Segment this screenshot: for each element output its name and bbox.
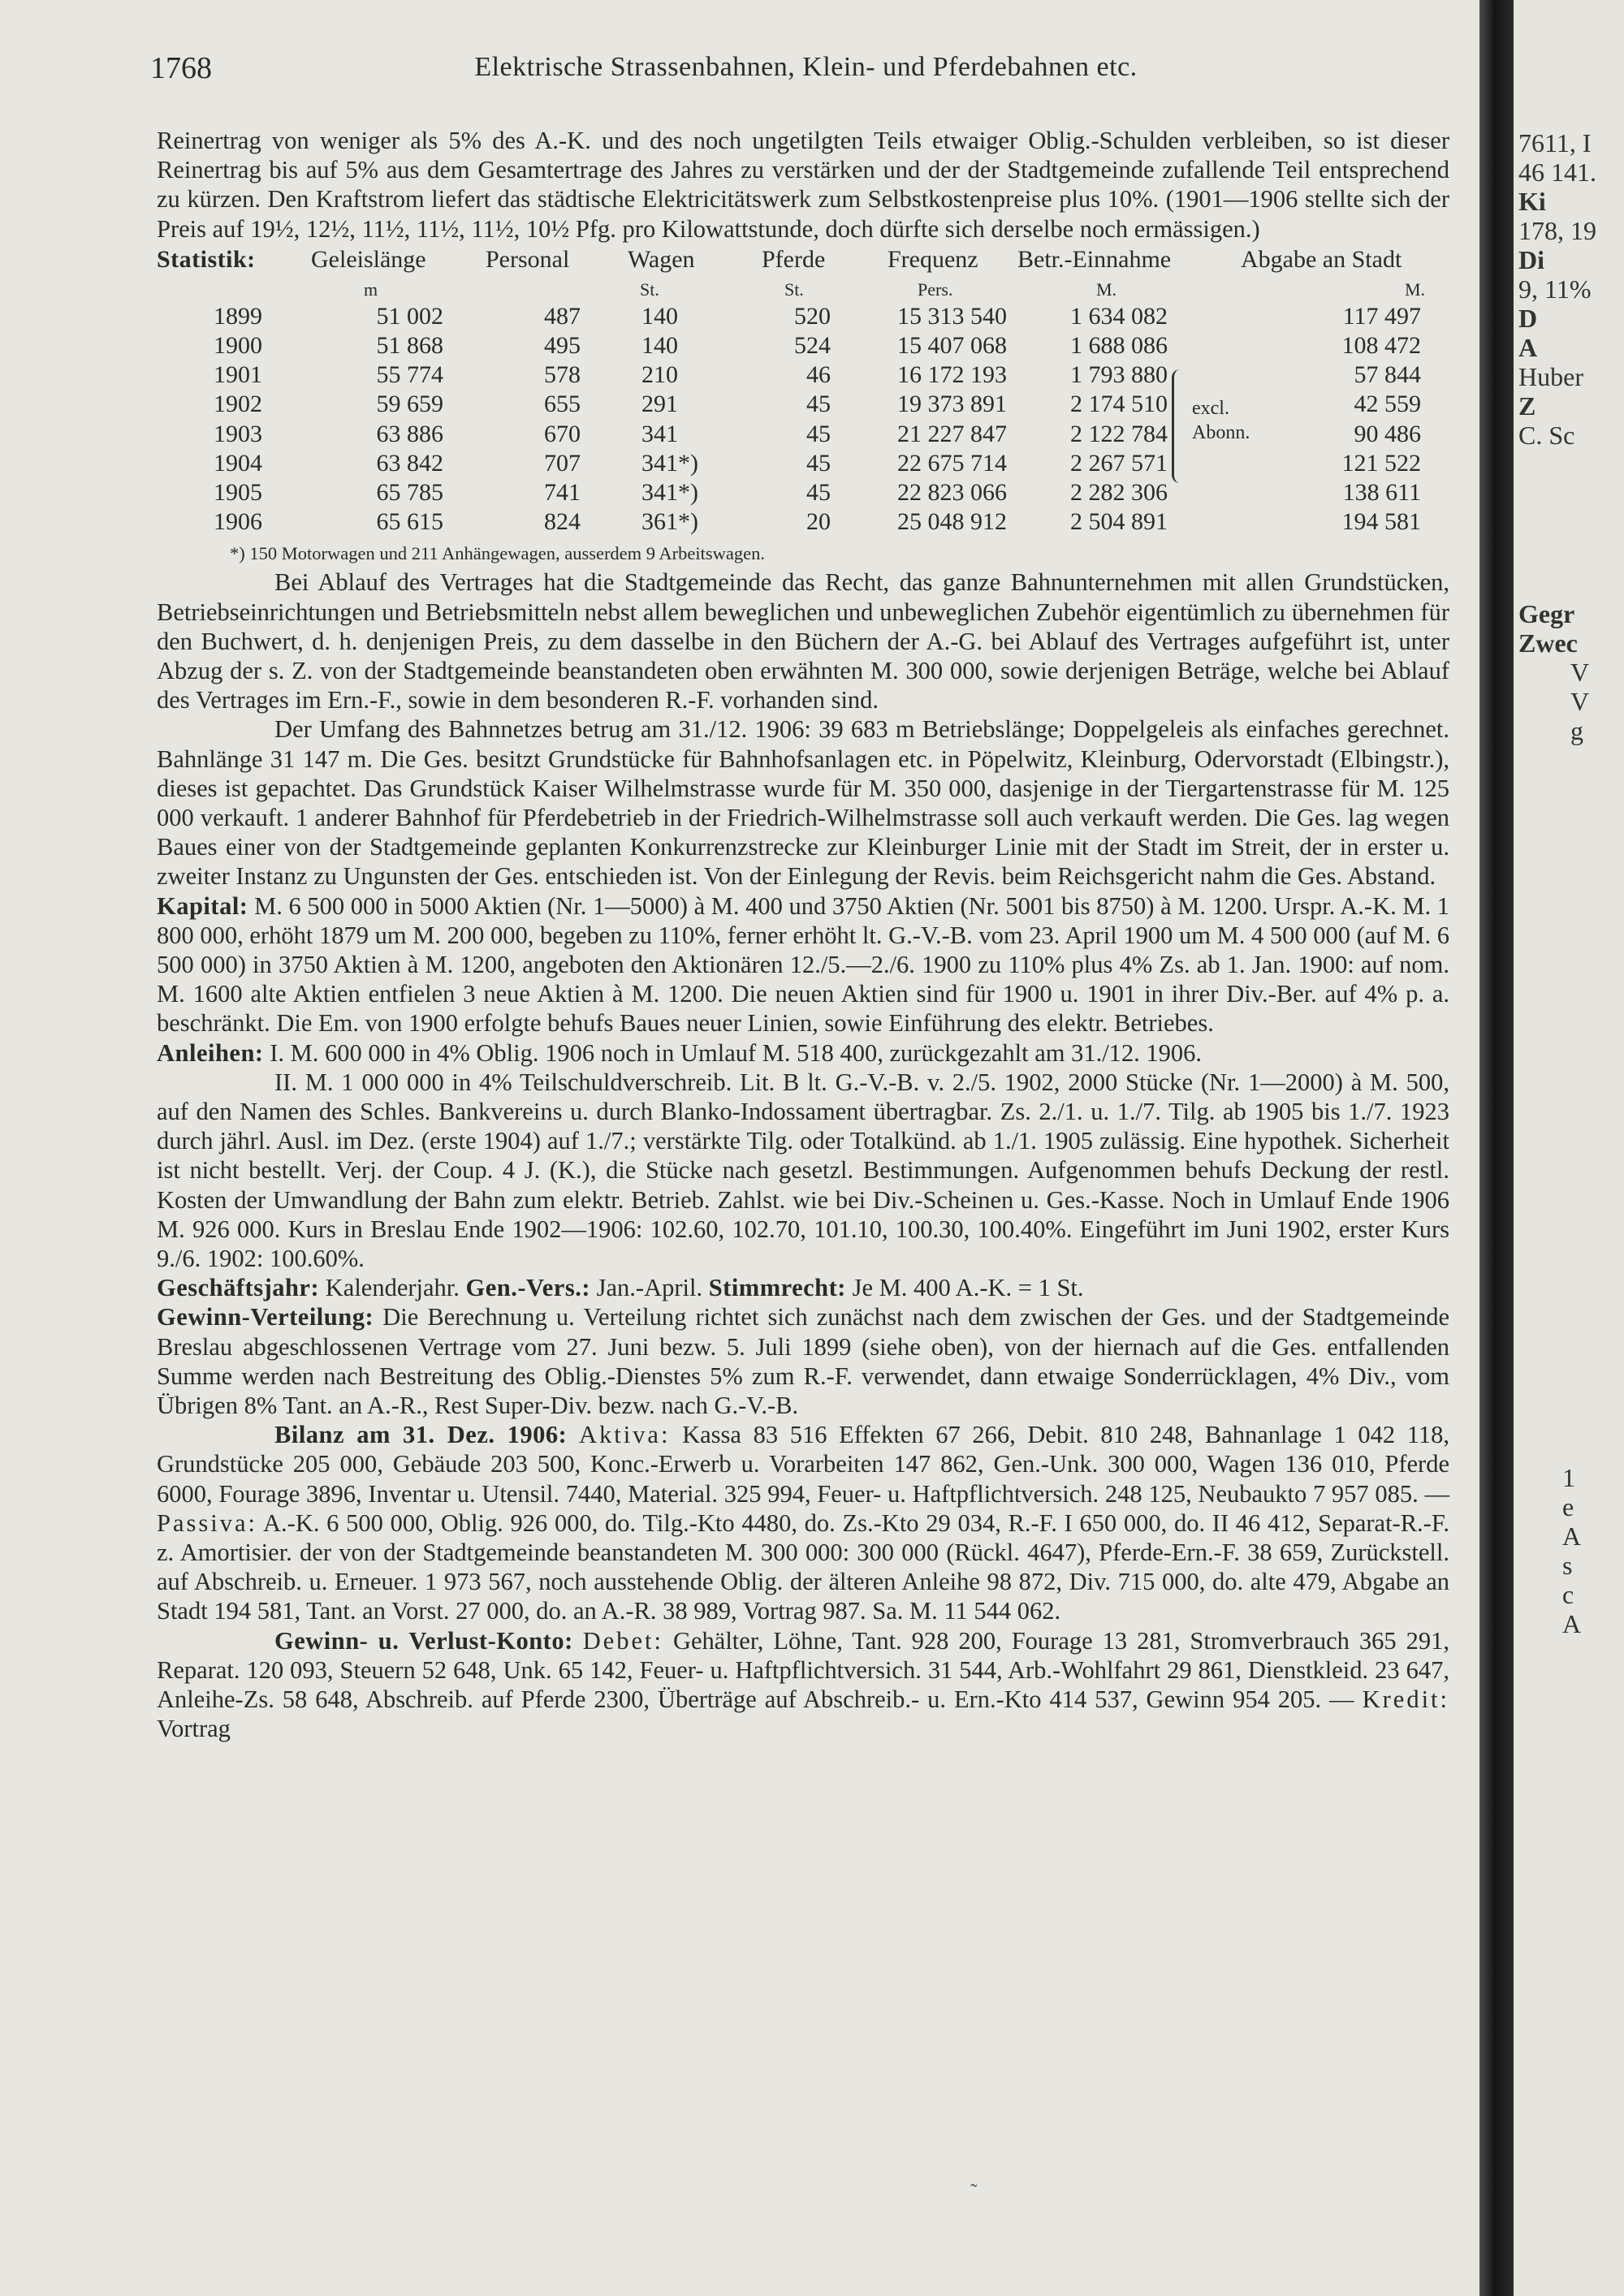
adjacent-page-strip xyxy=(1514,0,1624,2296)
table-row xyxy=(157,420,1449,449)
gewinnverteilung-section xyxy=(157,1302,1449,1420)
adjacent-fragment: 178, 19 xyxy=(1518,216,1596,245)
cell-personal: 741 xyxy=(544,478,581,506)
adjacent-fragment: Huber xyxy=(1518,362,1583,391)
table-row xyxy=(157,360,1449,390)
kredit-label: Kredit: xyxy=(1362,1685,1450,1714)
table-row xyxy=(157,390,1449,419)
cell-pferde: 20 xyxy=(806,508,831,536)
running-header xyxy=(150,50,1462,88)
debet-text: Gehälter, Löhne, Tant. 928 200, Fourage 13 281, Stromverbrauch 365 291, Reparat. 120 093, Steuern 52 648, Unk. 65 142, Feuer- u. Haftpflichtversich. 31 544, Arb.-Wohlfahrt 29 861, Dienstkleid. 23 647, Anleihe-Zs. 58 648, Abschreib. auf Pferde 2300, Überträge auf Abschreib.- u. Ern.-Kto 414 537, Gewinn 954 205. — xyxy=(157,1626,1449,1714)
cell-year: 1902 xyxy=(214,391,262,418)
cell-year: 1901 xyxy=(214,361,262,389)
stimmrecht-text: Je M. 400 A.-K. = 1 St. xyxy=(852,1274,1084,1302)
cell-wagen: 140 xyxy=(641,302,678,330)
adjacent-fragment: Gegr xyxy=(1518,599,1575,628)
adjacent-fragment: C. Sc xyxy=(1518,421,1575,450)
col-header-wagen: Wagen xyxy=(628,245,695,273)
cell-geleislaenge: 65 615 xyxy=(376,508,443,536)
brace-note-abonn: Abonn. xyxy=(1192,421,1250,443)
statistik-header-row xyxy=(157,244,1449,276)
adjacent-fragment: D xyxy=(1518,304,1538,333)
umfang-paragraph: Der Umfang des Bahnnetzes betrug am 31./12. 1906: 39 683 m Betriebslänge; Doppelgeleis als einfaches gerechnet. Bahnlänge 31 147 m. Die Ges. besitzt Grundstücke für Bahnhofsanlagen etc. in Pöpelwitz, Kleinburg, Odervorstadt (Elbingstr.), dieses ist gepachtet. Das Grundstück Kaiser Wilhelmstrasse wurde für M. 350 000, dasjenige in der Tiergartenstrasse für M. 125 000 verkauft. 1 anderer Bahnhof für Pferdebetrieb in der Friedrich-Wilhelmstrasse soll auch verkauft werden. Die Ges. lag wegen Baues einer von der Stadtgemeinde geplanten Konkurrenzstrecke zur Kleinburger Linie mit der Stadt im Streit, der in erster u. zweiter Instanz zu Ungunsten der Ges. entschieden ist. Von der Einlegung der Revis. beim Reichsgericht nahm die Ges. Abstand. xyxy=(157,715,1449,891)
kredit-text: Vortrag xyxy=(157,1715,231,1743)
unit-stueck-wagen: St. xyxy=(640,278,659,300)
book-gutter xyxy=(1479,0,1514,2296)
cell-abgabe: 194 581 xyxy=(1341,508,1421,536)
cell-geleislaenge: 55 774 xyxy=(376,361,443,389)
guv-label: Gewinn- u. Verlust-Konto: xyxy=(274,1626,573,1655)
cell-frequenz: 15 313 540 xyxy=(897,302,1007,330)
cell-personal: 824 xyxy=(544,508,581,536)
cell-personal: 578 xyxy=(544,361,581,389)
cell-einnahme: 1 688 086 xyxy=(1070,332,1168,359)
cell-year: 1904 xyxy=(214,449,262,477)
anleihe-two-paragraph: II. M. 1 000 000 in 4% Teilschuldverschreib. Lit. B lt. G.-V.-B. v. 2./5. 1902, 2000 Stücke (Nr. 1—2000) à M. 500, auf den Namen des Schles. Bankvereins u. durch Blanko-Indossament übertragbar. Zs. 2./1. u. 1./7. Tilg. ab 1905 bis 1./7. 1923 durch jährl. Ausl. im Dez. (erste 1904) auf 1./7.; verstärkte Tilg. oder Totalkünd. ab 1./1. 1905 zulässig. Eine hypothek. Sicherheit ist nicht bestellt. Verj. der Coup. 4 J. (K.), die Stücke nach gesetzl. Bestimmungen. Aufgenommen behufs Deckung der restl. Kosten der Umwandlung der Bahn zum elektr. Betrieb. Zahlst. wie bei Div.-Scheinen u. Ges.-Kasse. Noch in Umlauf Ende 1906 M. 926 000. Kurs in Breslau Ende 1902—1906: 102.60, 102.70, 101.10, 100.30, 100.40%. Eingeführt im Juni 1902, erster Kurs 9./6. 1902: 100.60%. xyxy=(157,1068,1449,1272)
cell-frequenz: 22 823 066 xyxy=(897,478,1007,506)
cell-frequenz: 25 048 912 xyxy=(897,508,1007,536)
running-title: Elektrische Strassenbahnen, Klein- und Pferdebahnen etc. xyxy=(474,52,1138,82)
cell-wagen: 291 xyxy=(641,391,678,418)
cell-einnahme: 2 122 784 xyxy=(1070,420,1168,447)
cell-abgabe: 138 611 xyxy=(1342,478,1421,506)
col-header-pferde: Pferde xyxy=(762,245,826,273)
cell-frequenz: 19 373 891 xyxy=(897,391,1007,418)
cell-wagen: 341*) xyxy=(641,449,698,477)
cell-einnahme: 1 634 082 xyxy=(1070,302,1168,330)
table-row xyxy=(157,449,1449,478)
brace-note-excl: excl. xyxy=(1192,397,1229,419)
cell-abgabe: 42 559 xyxy=(1354,391,1421,418)
aktiva-text: Kassa 83 516 Effekten 67 266, Debit. 810 248, Bahnanlage 1 042 118, Grundstücke 205 000, Gebäude 203 500, Konc.-Erwerb u. Vorarbeiten 147 862, Gen.-Unk. 300 000, Wagen 136 010, Pferde 6000, Fourage 3896, Inventar u. Utensil. 7440, Material. 325 994, Feuer- u. Haftpflichtversich. 248 125, Neubaukto 7 957 085. — xyxy=(157,1421,1449,1508)
cell-pferde: 45 xyxy=(806,478,831,506)
adjacent-fragment: Zwec xyxy=(1518,628,1578,658)
cell-year: 1905 xyxy=(214,478,262,506)
adjacent-fragment: A xyxy=(1562,1609,1582,1638)
anleihe-one-text: I. M. 600 000 in 4% Oblig. 1906 noch in Umlauf M. 518 400, zurückgezahlt am 31./12. 1906. xyxy=(270,1038,1203,1067)
cell-abgabe: 90 486 xyxy=(1354,420,1421,447)
cell-personal: 487 xyxy=(544,302,581,330)
cell-abgabe: 117 497 xyxy=(1342,302,1421,330)
cell-abgabe: 57 844 xyxy=(1354,361,1421,389)
adjacent-fragment: Ki xyxy=(1518,187,1546,216)
page-number: 1768 xyxy=(150,51,212,85)
adjacent-fragment: V xyxy=(1570,687,1590,716)
cell-geleislaenge: 51 868 xyxy=(376,332,443,359)
col-header-frequenz: Frequenz xyxy=(888,245,978,273)
cell-abgabe: 121 522 xyxy=(1341,449,1421,477)
brace-note xyxy=(1192,396,1250,445)
geschaeftsjahr-label: Geschäftsjahr: xyxy=(157,1274,320,1302)
col-header-betriebseinnahme: Betr.-Einnahme xyxy=(1017,245,1172,273)
table-row xyxy=(157,478,1449,507)
adjacent-fragment: 7611, I xyxy=(1518,128,1592,158)
unit-mark-einnahme: M. xyxy=(1096,278,1117,300)
cell-frequenz: 16 172 193 xyxy=(897,361,1007,389)
cell-year: 1906 xyxy=(214,508,262,536)
adjacent-fragment: e xyxy=(1562,1492,1574,1521)
cell-frequenz: 21 227 847 xyxy=(897,420,1007,447)
cell-einnahme: 2 504 891 xyxy=(1070,508,1168,536)
debet-label: Debet: xyxy=(582,1626,664,1655)
statistik-label: Statistik: xyxy=(157,245,256,273)
table-row xyxy=(157,331,1449,360)
cell-personal: 495 xyxy=(544,332,581,359)
bilanz-section xyxy=(157,1420,1449,1625)
cell-wagen: 341*) xyxy=(641,478,698,506)
statistik-units-row xyxy=(157,276,1449,302)
cell-personal: 655 xyxy=(544,391,581,418)
passiva-label: Passiva: xyxy=(157,1508,257,1537)
kapital-section xyxy=(157,891,1449,1038)
cell-wagen: 361*) xyxy=(641,508,698,536)
guv-section xyxy=(157,1626,1449,1744)
bilanz-label: Bilanz am 31. Dez. 1906: xyxy=(274,1421,568,1449)
col-header-geleislaenge: Geleislänge xyxy=(311,245,426,273)
cell-geleislaenge: 65 785 xyxy=(376,478,443,506)
cell-frequenz: 15 407 068 xyxy=(897,332,1007,359)
cell-wagen: 341 xyxy=(641,420,678,447)
anleihen-label: Anleihen: xyxy=(157,1038,264,1067)
adjacent-fragment: 1 xyxy=(1562,1463,1575,1492)
adjacent-fragment: Z xyxy=(1518,391,1536,421)
geschaeftsjahr-text: Kalenderjahr. xyxy=(325,1274,460,1302)
bottom-ornament: ˜ xyxy=(970,2180,978,2203)
cell-pferde: 45 xyxy=(806,391,831,418)
table-footnote: *) 150 Motorwagen und 211 Anhängewagen, ausserdem 9 Arbeitswagen. xyxy=(230,543,766,564)
adjacent-fragment: V xyxy=(1570,658,1590,687)
col-header-abgabe: Abgabe an Stadt xyxy=(1241,245,1402,273)
cell-personal: 670 xyxy=(544,420,581,447)
cell-einnahme: 1 793 880 xyxy=(1070,361,1168,389)
unit-stueck-pferde: St. xyxy=(784,278,804,300)
aktiva-label: Aktiva: xyxy=(578,1421,671,1449)
unit-mark-abgabe: M. xyxy=(1405,278,1426,300)
cell-year: 1899 xyxy=(214,302,262,330)
adjacent-fragment: A xyxy=(1562,1521,1582,1551)
table-row xyxy=(157,302,1449,331)
cell-einnahme: 2 174 510 xyxy=(1070,391,1168,418)
adjacent-fragment: 46 141. xyxy=(1518,158,1596,187)
statistik-table xyxy=(157,244,1449,568)
table-row xyxy=(157,507,1449,537)
cell-pferde: 45 xyxy=(806,420,831,447)
cell-geleislaenge: 51 002 xyxy=(376,302,443,330)
cell-wagen: 210 xyxy=(641,361,678,389)
unit-personen: Pers. xyxy=(918,278,953,300)
cell-pferde: 45 xyxy=(806,449,831,477)
adjacent-fragment: A xyxy=(1518,333,1538,362)
adjacent-fragment: 9, 11% xyxy=(1518,274,1592,304)
cell-geleislaenge: 63 886 xyxy=(376,420,443,447)
cell-pferde: 520 xyxy=(794,302,831,330)
cell-year: 1900 xyxy=(214,332,262,359)
adjacent-fragment: Di xyxy=(1518,245,1544,274)
kapital-text: M. 6 500 000 in 5000 Aktien (Nr. 1—5000) à M. 400 und 3750 Aktien (Nr. 5001 bis 8750) à M. 1200. Urspr. A.-K. M. 1 800 000, erhöht 1879 um M. 200 000, begeben zu 110%, ferner erhöht lt. G.-V.-B. vom 23. April 1900 um M. 4 500 000 (auf M. 6 500 000) in 3750 Aktien à M. 1200, angeboten den Aktionären 12./5.—2./6. 1900 zu 110% plus 4% Zs. ab 1. Jan. 1900: auf nom. M. 1600 alte Aktien entfielen 3 neue Aktien à M. 1200. Die neuen Aktien sind für 1900 u. 1901 in ihrer Div.-Ber. auf 4% p. a. beschränkt. Die Em. von 1900 erfolgte behufs Baues neuer Linien, sowie Einführung des elektr. Betriebes. xyxy=(157,891,1449,1038)
geschaeftsjahr-line xyxy=(157,1273,1449,1302)
col-header-personal: Personal xyxy=(486,245,570,273)
intro-paragraph: Reinertrag von weniger als 5% des A.-K. und des noch ungetilgten Teils etwaiger Oblig.-Schulden verbleiben, so ist dieser Reinertrag bis auf 5% aus dem Gesamtertrage des Jahres zu verstärken und der der Stadtgemeinde zufallende Teil entsprechend zu kürzen. Den Kraftstrom liefert das städtische Elektricitätswerk zum Selbstkostenpreise plus 10%. (1901—1906 stellte sich der Preis auf 19½, 12½, 11½, 11½, 11½, 10½ Pfg. pro Kilowattstunde, doch dürfte sich derselbe noch ermässigen.) xyxy=(157,127,1449,243)
vertrag-paragraph: Bei Ablauf des Vertrages hat die Stadtgemeinde das Recht, das ganze Bahnunternehmen mit allen Grundstücken, Betriebseinrichtungen und Betriebsmitteln nebst allem beweglichen und unbeweglichen Zubehör eigentümlich zu übernehmen für den Buchwert, d. h. denjenigen Preis, zu dem dasselbe in den Büchern der A.-G. bei Ablauf des Vertrages aufgeführt ist, unter Abzug der s. Z. von der Stadtgemeinde beanstandeten oben erwähnten M. 300 000, sowie derjenigen Beträge, welche bei Ablauf des Vertrages im Ern.-F., sowie in dem besonderen R.-F. vorhanden sind. xyxy=(157,568,1449,714)
adjacent-fragment: c xyxy=(1562,1580,1574,1609)
cell-year: 1903 xyxy=(214,420,262,447)
gewinnverteilung-text: Die Berechnung u. Verteilung richtet sich zunächst nach dem zwischen der Ges. und der Stadtgemeinde Breslau abgeschlossenen Vertrage vom 27. Juni bezw. 5. Juli 1899 (siehe oben), von der hiernach auf die Ges. entfallenden Summe werden nach Bestreitung des Oblig.-Dienstes 5% zum R.-F. verwendet, dann etwaige Sonderrücklagen, 4% Div., vom Übrigen 8% Tant. an A.-R., Rest Super-Div. bezw. nach G.-V.-B. xyxy=(157,1303,1449,1419)
cell-pferde: 46 xyxy=(806,361,831,389)
cell-einnahme: 2 267 571 xyxy=(1070,449,1168,477)
genvers-label: Gen.-Vers.: xyxy=(465,1274,590,1302)
stimmrecht-label: Stimmrecht: xyxy=(708,1274,846,1302)
cell-einnahme: 2 282 306 xyxy=(1070,478,1168,506)
cell-pferde: 524 xyxy=(794,332,831,359)
curly-brace-mark xyxy=(1172,369,1186,483)
cell-wagen: 140 xyxy=(641,332,678,359)
cell-geleislaenge: 63 842 xyxy=(376,449,443,477)
anleihen-section xyxy=(157,1038,1449,1068)
cell-personal: 707 xyxy=(544,449,581,477)
adjacent-fragment: g xyxy=(1570,716,1583,745)
page-body xyxy=(157,126,1449,1743)
adjacent-fragment: s xyxy=(1562,1551,1573,1580)
passiva-text: A.-K. 6 500 000, Oblig. 926 000, do. Tilg.-Kto 4480, do. Zs.-Kto 29 034, R.-F. I 650 000, do. II 46 412, Separat-R.-F. z. Amortisier. der von der Stadtgemeinde beanstandeten M. 300 000: 300 000 (Rückl. 4647), Pferde-Ern.-F. 38 659, Zurückstell. auf Abschreib. u. Erneuer. 1 973 567, noch ausstehende Oblig. der älteren Anleihe 98 872, Div. 715 000, do. alte 479, Abgabe an Stadt 194 581, Tant. an Vorst. 27 000, do. an A.-R. 38 989, Vortrag 987. Sa. M. 11 544 062. xyxy=(157,1508,1449,1625)
genvers-text: Jan.-April. xyxy=(596,1274,703,1302)
cell-geleislaenge: 59 659 xyxy=(376,391,443,418)
gewinnverteilung-label: Gewinn-Verteilung: xyxy=(157,1303,374,1331)
kapital-label: Kapital: xyxy=(157,891,248,920)
unit-meter: m xyxy=(364,278,378,300)
cell-frequenz: 22 675 714 xyxy=(897,449,1007,477)
cell-abgabe: 108 472 xyxy=(1341,332,1421,359)
